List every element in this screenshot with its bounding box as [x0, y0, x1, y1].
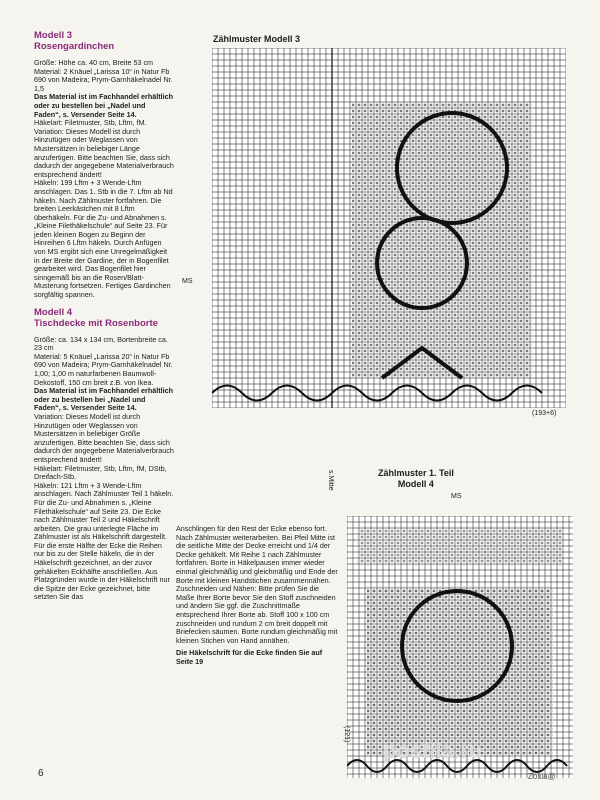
model4-size: Größe: ca. 134 x 134 cm, Bortenbreite ca. 23 cm — [34, 334, 168, 353]
model4-variation: Variation: Dieses Modell ist durch Hinzutügen oder Weglassen von Mustersätzen in beliebiger Größe anzufertigen. Bitte beachten Sie, dass sich dadurch der angegebene Materialverbrauch entsprechend ändert! — [34, 411, 174, 464]
chart4-ms-label: MS — [451, 493, 462, 500]
page-number: 6 — [38, 768, 44, 779]
model3-instructions: Häkeln: 199 Lftm + 3 Wende-Lftm anschlagen. Das 1. Stb in die 7. Lftm ab Nd häkeln. Nach Zählmuster fortfahren. Die breiten Leerkästchen mit 8 Lftm überhäkeln. Für die Zu- und Abnahmen s. „Kleine Filethäkelschule“ auf Seite 23. Für jeden kleinen Bogen zu Beginn der Hinreihen 6 Lftm häkeln. Durch Anfügen von MS ergibt sich eine Unregelmäßigkeit in der Breite der Gardine, der in Bogenfilet gearbeitet wird. Das Bogenfilet hier sinngemäß bis an die Rosen/Blatt-Musterung fortsetzen. Fertiges Gardinchen sorgfältig spannen. — [34, 178, 173, 300]
model4-material: Material: 5 Knäuel „Larissa 20“ in Natur Fb 690 von Madeira; Prym-Garnhäkelnadel Nr. 1,00; 1,00 m naturfarbenen Baumwoll-Dekostoff, 150 cm breit z.B. von Ikea. — [34, 351, 173, 387]
chart3-title: Zählmuster Modell 3 — [213, 34, 301, 44]
model3-material: Material: 2 Knäuel „Larissa 10“ in Natur Fb 690 von Madeira; Prym-Garnhäkelnadel Nr. 1,5 — [34, 66, 173, 93]
watermark: postila.ru — [383, 738, 483, 763]
mid-paragraph-3: Die Häkelschrift für die Ecke finden Sie auf Seite 19 — [176, 648, 323, 666]
model4-title: Modell 4 — [34, 306, 73, 318]
left-column — [34, 30, 174, 609]
model4-technique: Häkelart: Filetmuster, Stb, Lftm, fM, DStb, Dreifach-Stb. — [34, 463, 167, 482]
model3-description — [34, 59, 174, 300]
credit-text: Zosia@ — [528, 772, 556, 781]
chart3-ms-label: MS — [182, 278, 193, 285]
model3-source: Das Material ist im Fachhandel erhältlich oder zu bestellen bei „Nadel und Faden“, s. Versender Seite 14. — [34, 92, 174, 119]
mid-paragraph-2: Zuschneiden und Nähen: Bitte prüfen Sie die Maße Ihrer Borte bevor Sie den Stoff zuschneiden und ändern Sie ggf. die Zuschnittmaße entsprechend Ihrer Borte ab. Stoff 100 x 100 cm zuschneiden und rundum 2 cm breit doppelt mit Briefecken säumen. Borte rundum gleichmäßig mit kleinen Stichen von Hand annähen. — [176, 584, 338, 645]
chart3-svg — [212, 48, 566, 408]
chart3-count-label: (193+6) — [532, 410, 557, 417]
model4-source: Das Material ist im Fachhandel erhältlich oder zu bestellen bei „Nadel und Faden“, s. Versender Seite 14. — [34, 386, 174, 413]
chart4-count-label: (121) — [343, 726, 350, 743]
model3-subtitle: Rosengardinchen — [34, 41, 115, 52]
chart4-title-line2: Modell 4 — [397, 479, 434, 489]
model4-subtitle: Tischdecke mit Rosenborte — [34, 317, 158, 329]
chart4-title — [378, 468, 454, 490]
model3-technique: Häkelart: Filetmuster, Stb, Lftm, fM. — [34, 118, 147, 128]
chart3-grid — [212, 48, 566, 408]
model4-description — [34, 336, 174, 602]
chart4-title-line1: Zählmuster 1. Teil — [378, 468, 454, 478]
model3-title: Modell 3 — [34, 30, 73, 41]
mid-column-text — [176, 525, 338, 667]
model4-instructions: Häkeln: 121 Lftm + 3 Wende-Lftm anschlagen. Nach Zählmuster Teil 1 häkeln. Für die Zu- und Abnahmen s. „Kleine Filethäkelschule“ auf Seite 23. Die Ecke nach Zählmuster Teil 2 und Häkelschrift arbeiten. Die grau unterlegte Fläche im Zählmuster ist als Häkelschrift dargestellt. Für die erste Hälfte der Ecke die Reihen nur bis zu der Stelle häkeln, die in der Häkelschrift gezeichnet, an der zuvor gehäkelten Eckhälfte anschließen. Aus Platzgründen wurde in der Häkelschrift nur die Spitze der Ecke gezeichnet, bitte setzten Sie das — [34, 480, 174, 602]
chart4-side-label: s.Mitte — [327, 470, 334, 491]
model3-variation: Variation: Dieses Modell ist durch Hinzutügen oder Weglassen von Mustersätzen in beliebiger Länge anzufertigen. Bitte beachten Sie, dass sich dadurch der angegebene Materialverbrauch entsprechend ändert! — [34, 126, 174, 179]
mid-paragraph-1: Anschlingen für den Rest der Ecke ebenso fort. Nach Zählmuster weiterarbeiten. Bei Pfeil Mitte ist die seitliche Mitte der Decke erreicht und 1/4 der Decke gehäkelt. Mit Reihe 1 nach Zählmuster fortfahren. Borte in Häkelpausen immer wieder einmal gleichmäßig und gleichmäßig und Ende der Borte mit kleinen Handstichen zusammennähen. — [176, 524, 338, 585]
model3-size: Größe: Höhe ca. 40 cm, Breite 53 cm — [34, 58, 154, 67]
